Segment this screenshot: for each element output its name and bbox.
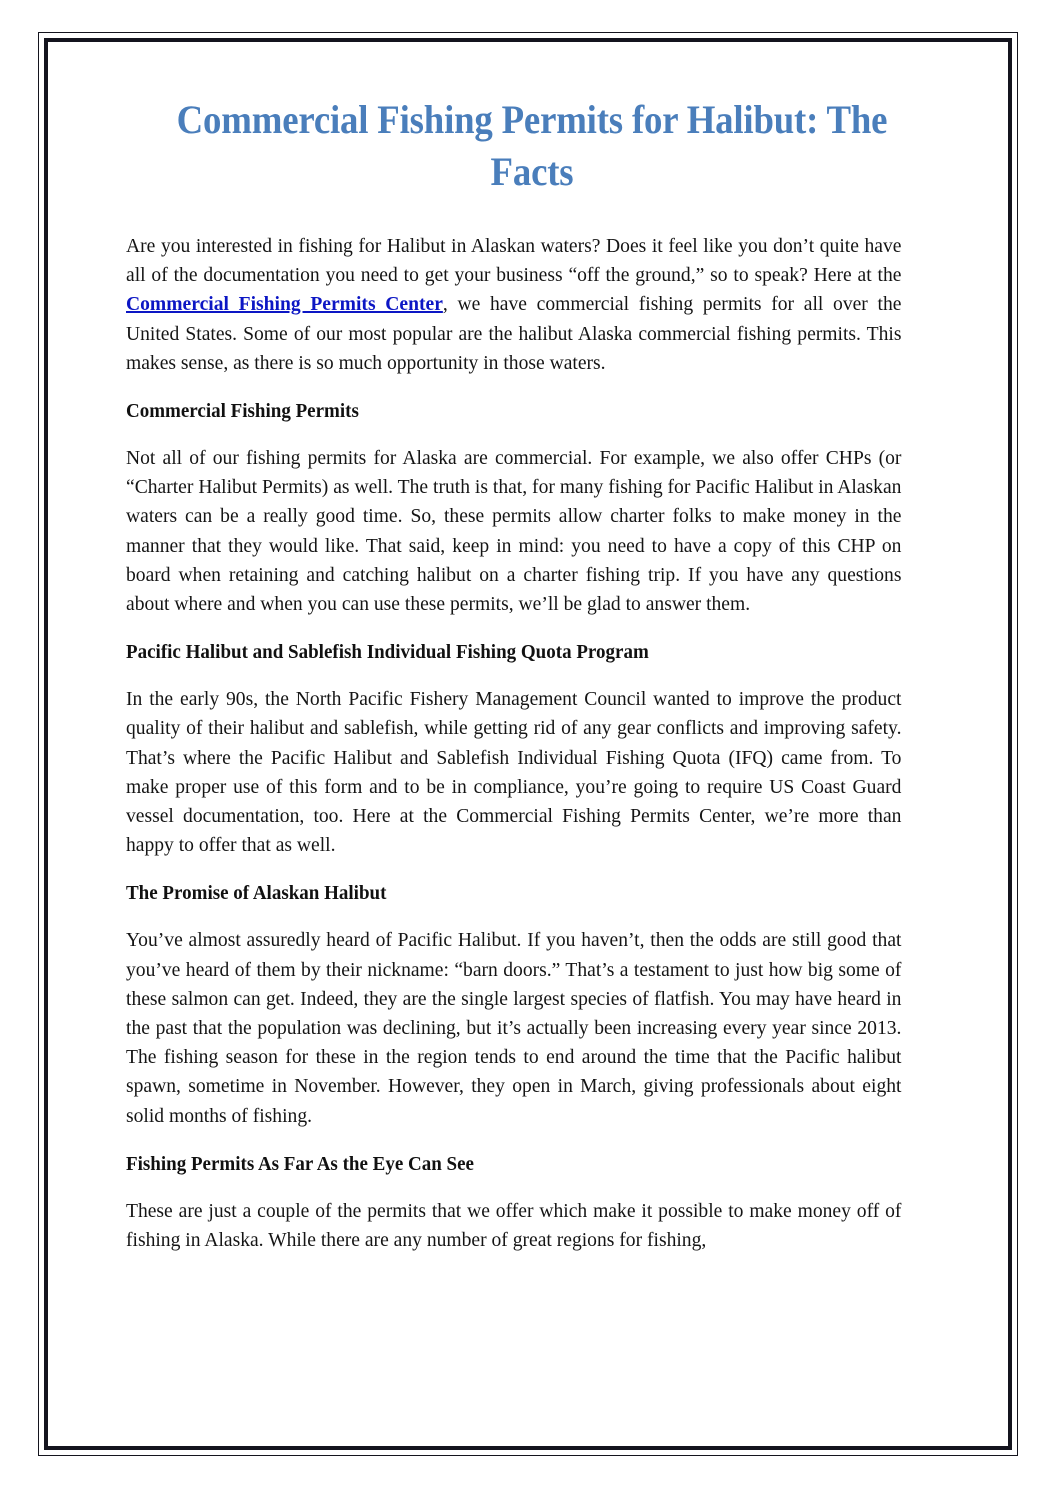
intro-text-before-link: Are you interested in fishing for Halibut in Alaskan waters? Does it feel like you don’t quite have all of the documentation you need to get your business “off the ground,” so to speak? Here at the: [126, 235, 902, 287]
paragraph-commercial-fishing-permits: Not all of our fishing permits for Alaska are commercial. For example, we also offer CHPs (or “Charter Halibut Permits) as well. The truth is that, for many fishing for Pacific Halibut in Alaskan waters can be a really good time. So, these permits allow charter folks to make money in the manner that they would like. That said, keep in mind: you need to have a copy of this CHP on board when retaining and catching halibut on a charter fishing trip. If you have any questions about where and when you can use these permits, we’ll be glad to answer them.: [126, 447, 902, 616]
section-heading-commercial-fishing-permits: Commercial Fishing Permits: [126, 400, 359, 423]
paragraph-promise-of-alaskan-halibut: You’ve almost assuredly heard of Pacific Halibut. If you haven’t, then the odds are still good that you’ve heard of them by their nickname: “barn doors.” That’s a testament to just how big some of these salmon can get. Indeed, they are the single largest species of flatfish. You may have heard in the past that the population was declining, but it’s actually been increasing every year since 2013. The fishing season for these in the region tends to end around the time that the Pacific halibut spawn, sometime in November. However, they open in March, giving professionals about eight solid months of fishing.: [126, 929, 902, 1127]
section-heading-ifq-program: Pacific Halibut and Sablefish Individual Fishing Quota Program: [126, 641, 649, 664]
section-heading-permits-as-far-as-the-eye-can-see: Fishing Permits As Far As the Eye Can See: [126, 1152, 474, 1175]
paragraph-permits-as-far-as-the-eye-can-see: These are just a couple of the permits that we offer which make it possible to make money off of fishing in Alaska. While there are any number of great regions for fishing,: [126, 1199, 902, 1252]
page-border-inner: [44, 38, 1012, 1450]
section-heading-promise-of-alaskan-halibut: The Promise of Alaskan Halibut: [126, 882, 387, 905]
intro-text-after-link: , we have commercial fishing permits for all over the United States. Some of our most popular are the halibut Alaska commercial fishing permits. This makes sense, as there is so much opportunity in those waters.: [126, 293, 902, 374]
intro-paragraph: [126, 232, 901, 378]
page-title: Commercial Fishing Permits for Halibut: The Facts: [176, 97, 888, 194]
commercial-fishing-permits-center-link[interactable]: Commercial Fishing Permits Center: [126, 293, 443, 316]
paragraph-ifq-program: In the early 90s, the North Pacific Fishery Management Council wanted to improve the product quality of their halibut and sablefish, while getting rid of any gear conflicts and improving safety. That’s where the Pacific Halibut and Sablefish Individual Fishing Quota (IFQ) came from. To make proper use of this form and to be in compliance, you’re going to require US Coast Guard vessel documentation, too. Here at the Commercial Fishing Permits Center, we’re more than happy to offer that as well.: [126, 688, 902, 857]
document-body: [48, 42, 1008, 1446]
page-border-outer: [38, 32, 1018, 1456]
